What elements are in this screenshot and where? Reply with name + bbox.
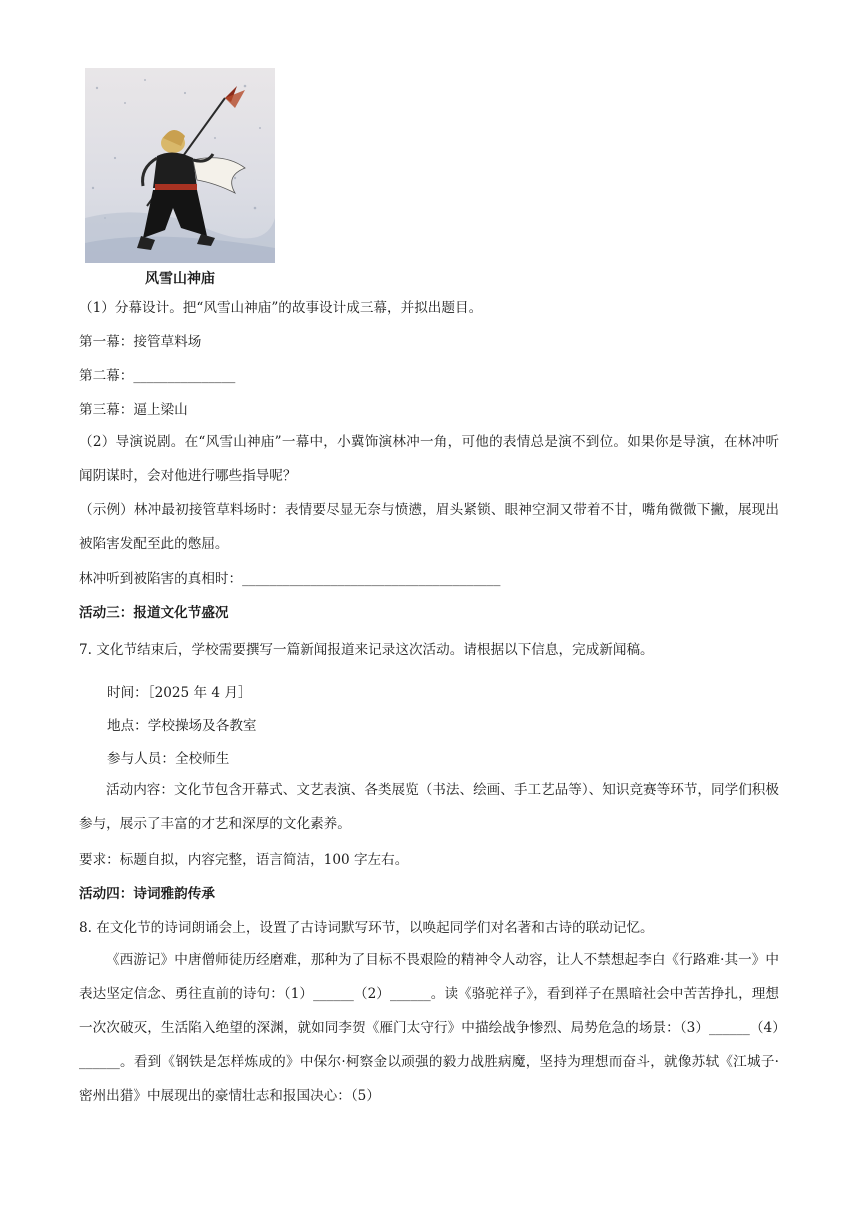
illustration-image [85,68,275,263]
activity4-heading: 活动四：诗词雅韵传承 [79,886,215,902]
q6-example: （示例）林冲最初接管草料场时：表情要尽显无奈与愤懑，眉头紧锁、眼神空洞又带着不甘，嘴角微微下撇，展现出被陷害发配至此的憋屈。 [79,502,779,552]
q7-time: 时间：［2025 年 4 月］ [107,685,252,701]
q7-place: 地点：学校操场及各教室 [107,718,257,734]
figure-caption: 风雪山神庙 [145,271,215,287]
q6-answer-line: 林冲听到被陷害的真相时：______________________________________ [79,571,501,587]
act3-line: 第三幕：逼上梁山 [79,402,188,418]
q6-part1-prompt: （1）分幕设计。把“风雪山神庙”的故事设计成三幕，并拟出题目。 [79,300,483,316]
q8-prompt: 8. 在文化节的诗词朗诵会上，设置了古诗词默写环节，以唤起同学们对名著和古诗的联动记忆。 [79,920,654,936]
q7-requirement: 要求：标题自拟，内容完整，语言简洁，100 字左右。 [79,852,409,868]
q7-prompt: 7. 文化节结束后，学校需要撰写一篇新闻报道来记录这次活动。请根据以下信息，完成新闻稿。 [79,642,654,658]
lin-chong-painting [85,68,275,263]
q6-part2-prompt: （2）导演说剧。在“风雪山神庙”一幕中，小冀饰演林冲一角，可他的表情总是演不到位。如果你是导演，在林冲听闻阴谋时，会对他进行哪些指导呢？ [79,434,779,484]
act1-line: 第一幕：接管草料场 [79,334,202,350]
q7-participants: 参与人员：全校师生 [107,751,230,767]
act2-blank-line: 第二幕：_______________ [79,368,236,384]
q8-passage: 《西游记》中唐僧师徒历经磨难，那种为了目标不畏艰险的精神令人动容，让人不禁想起李白《行路难·其一》中表达坚定信念、勇往直前的诗句：（1）______（2）______。读《骆驼祥子》，看到祥子在黑暗社会中苦苦挣扎，理想一次次破灭，生活陷入绝望的深渊，就如同李贺《雁门太守行》中描绘战争惨烈、局势危急的场景：（3）______（4）______。看到《钢铁是怎样炼成的》中保尔·柯察金以顽强的毅力战胜病魔，坚持为理想而奋斗，就像苏轼《江城子·密州出猎》中展现出的豪情壮志和报国决心：（5） [79,952,779,1104]
activity3-heading: 活动三：报道文化节盛况 [79,605,229,621]
q7-content: 活动内容：文化节包含开幕式、文艺表演、各类展览（书法、绘画、手工艺品等）、知识竞赛等环节，同学们积极参与，展示了丰富的才艺和深厚的文化素养。 [79,782,779,832]
